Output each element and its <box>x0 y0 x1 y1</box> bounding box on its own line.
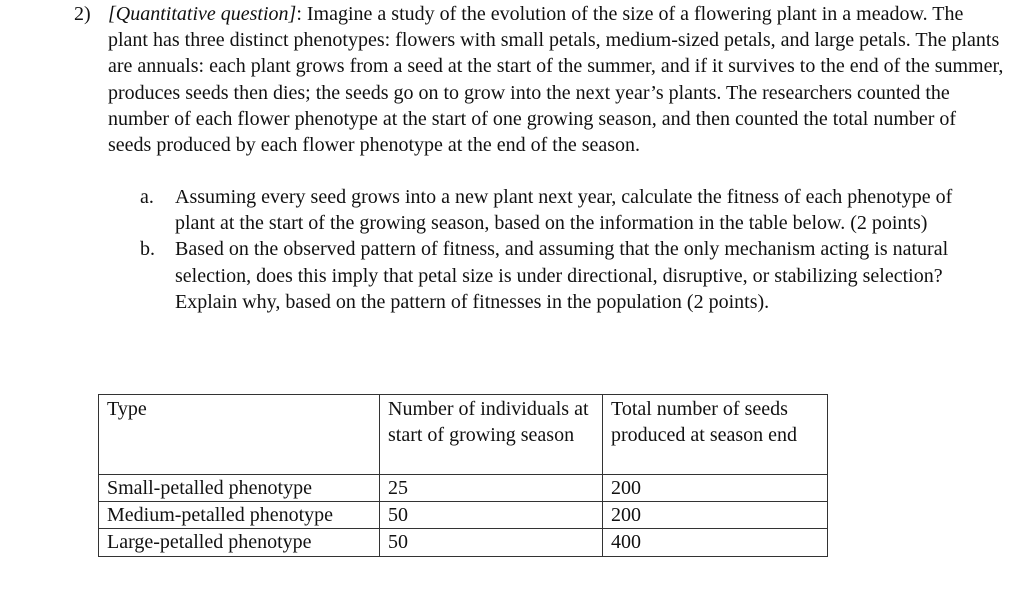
phenotype-data-table <box>98 394 828 557</box>
table-header-cell: Total number of seeds produced at season end <box>603 395 828 475</box>
table-cell: 25 <box>380 475 603 502</box>
table-cell: 50 <box>380 529 603 556</box>
table-cell: Medium-petalled phenotype <box>99 502 380 529</box>
table-header-cell: Type <box>99 395 380 475</box>
table-row <box>99 529 828 556</box>
sub-question-marker: a. <box>140 186 154 208</box>
table-row <box>99 502 828 529</box>
question-intro-text: : Imagine a study of the evolution of the size of a flowering plant in a meadow. The plant has three distinct phenotypes: flowers with small petals, medium-sized petals, and large petals. The plants are annuals: each plant grows from a seed at the start of the summer, and if it survives to the end of the summer, produces seeds then dies; the seeds go on to grow into the next year’s plants. The researchers counted the number of each flower phenotype at the start of one growing season, and then counted the total number of seeds produced by each flower phenotype at the end of the season. <box>108 3 1004 157</box>
table-cell: 200 <box>603 502 828 529</box>
sub-question-marker: b. <box>140 238 155 261</box>
table-header-cell: Number of individuals at start of growing season <box>380 395 603 475</box>
question-body <box>108 1 1004 158</box>
table-row <box>99 475 828 502</box>
table-cell: Small-petalled phenotype <box>99 475 380 502</box>
sub-question-list <box>140 184 990 315</box>
table-cell: 200 <box>603 475 828 502</box>
question-number: 2) <box>74 3 91 25</box>
sub-question-text: Based on the observed pattern of fitness, and assuming that the only mechanism acting is natural selection, does this imply that petal size is under directional, disruptive, or stabilizing selection? Explain why, based on the pattern of fitnesses in the population (2 points). <box>175 238 949 313</box>
table-header-row <box>99 395 828 475</box>
sub-question-a <box>140 184 990 236</box>
question-tag: [Quantitative question] <box>108 3 297 25</box>
table-cell: 50 <box>380 502 603 529</box>
question-intro <box>108 1 1004 158</box>
sub-question-b <box>140 236 990 315</box>
sub-question-text: Assuming every seed grows into a new plant next year, calculate the fitness of each phenotype of plant at the start of the growing season, based on the information in the table below. (2 points) <box>175 186 953 235</box>
table-cell: Large-petalled phenotype <box>99 529 380 556</box>
table-cell: 400 <box>603 529 828 556</box>
